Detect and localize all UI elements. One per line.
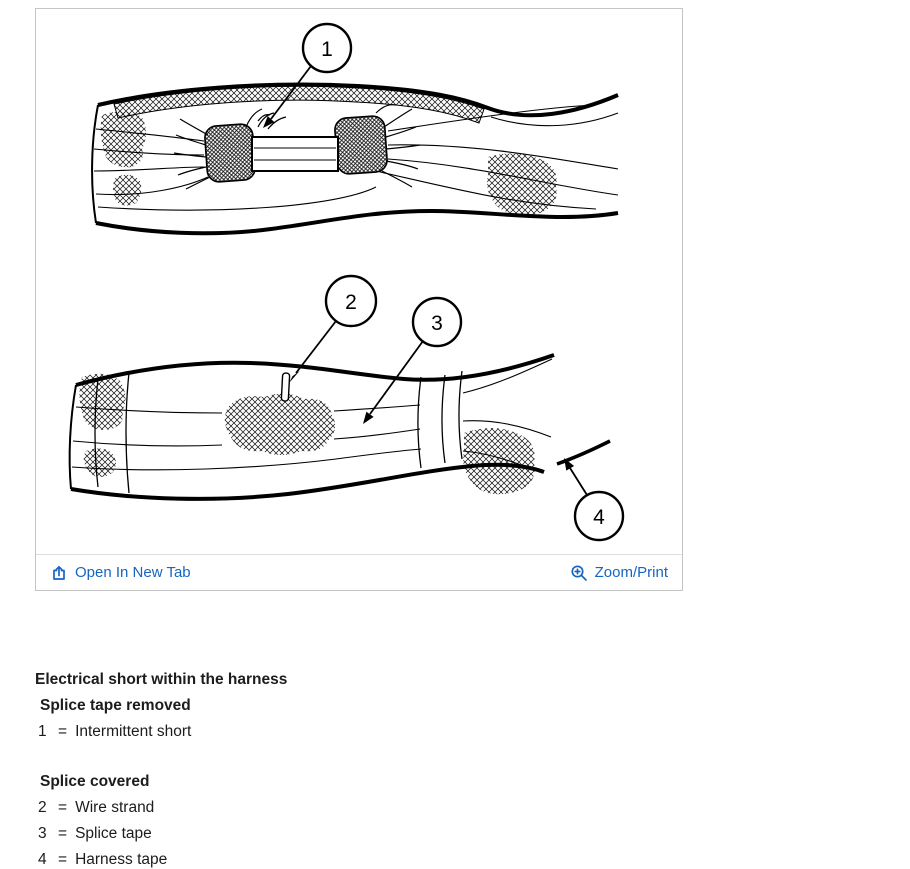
wire-strand-stub bbox=[281, 373, 289, 401]
legend-eq: = bbox=[58, 723, 68, 740]
image-viewer-panel bbox=[35, 8, 683, 591]
section-heading: Splice covered bbox=[40, 773, 150, 790]
legend-label: Harness tape bbox=[75, 851, 168, 868]
legend-label: Splice tape bbox=[75, 825, 152, 842]
callout-1-number: 1 bbox=[321, 38, 333, 61]
callout-2-number: 2 bbox=[345, 291, 357, 314]
legend-label: Wire strand bbox=[75, 799, 155, 816]
open-in-new-tab-link[interactable] bbox=[50, 564, 191, 582]
caption-title: Electrical short within the harness bbox=[35, 671, 288, 688]
figure-caption bbox=[35, 667, 287, 869]
legend-eq: = bbox=[58, 825, 68, 842]
zoom-print-label: Zoom/Print bbox=[594, 564, 668, 581]
hatch-blob bbox=[84, 448, 116, 477]
bottom-harness bbox=[70, 355, 610, 499]
legend-num: 3 bbox=[38, 825, 47, 842]
top-harness bbox=[92, 85, 618, 234]
harness-outline-top bbox=[76, 355, 554, 385]
harness-figure bbox=[36, 9, 682, 554]
harness-diagram bbox=[36, 9, 682, 554]
legend-eq: = bbox=[58, 851, 68, 868]
legend-label: Intermittent short bbox=[75, 723, 192, 740]
section-heading: Splice tape removed bbox=[40, 697, 191, 714]
legend-item bbox=[38, 821, 287, 847]
open-in-new-tab-label: Open In New Tab bbox=[75, 564, 191, 581]
legend-item bbox=[38, 847, 287, 869]
splice-barrel bbox=[252, 137, 338, 171]
hatch-blob bbox=[487, 153, 557, 215]
splice-assembly bbox=[174, 105, 420, 189]
callout-4 bbox=[564, 458, 623, 540]
open-in-new-tab-icon bbox=[50, 564, 68, 582]
legend-num: 2 bbox=[38, 799, 47, 816]
legend-num: 1 bbox=[38, 723, 47, 740]
callout-1 bbox=[263, 24, 351, 128]
hatch-blob bbox=[463, 428, 534, 494]
caption-section-splice-covered bbox=[35, 769, 287, 869]
harness-outline-bottom bbox=[96, 211, 618, 233]
viewer-toolbar bbox=[36, 554, 682, 590]
caption-section-splice-tape-removed bbox=[35, 693, 287, 745]
legend-eq: = bbox=[58, 799, 68, 816]
callout-3-number: 3 bbox=[431, 312, 443, 335]
legend-num: 4 bbox=[38, 851, 47, 868]
legend-item bbox=[38, 795, 287, 821]
harness-end-cap bbox=[92, 105, 98, 223]
callout-4-number: 4 bbox=[593, 506, 605, 529]
zoom-print-link[interactable] bbox=[570, 564, 668, 582]
harness-end-cap bbox=[70, 385, 76, 489]
hatch-blob bbox=[101, 111, 146, 167]
zoom-plus-icon bbox=[570, 564, 588, 582]
splice-tape-patch bbox=[225, 393, 335, 455]
legend-item bbox=[38, 719, 287, 745]
hatch-blob bbox=[113, 175, 141, 206]
